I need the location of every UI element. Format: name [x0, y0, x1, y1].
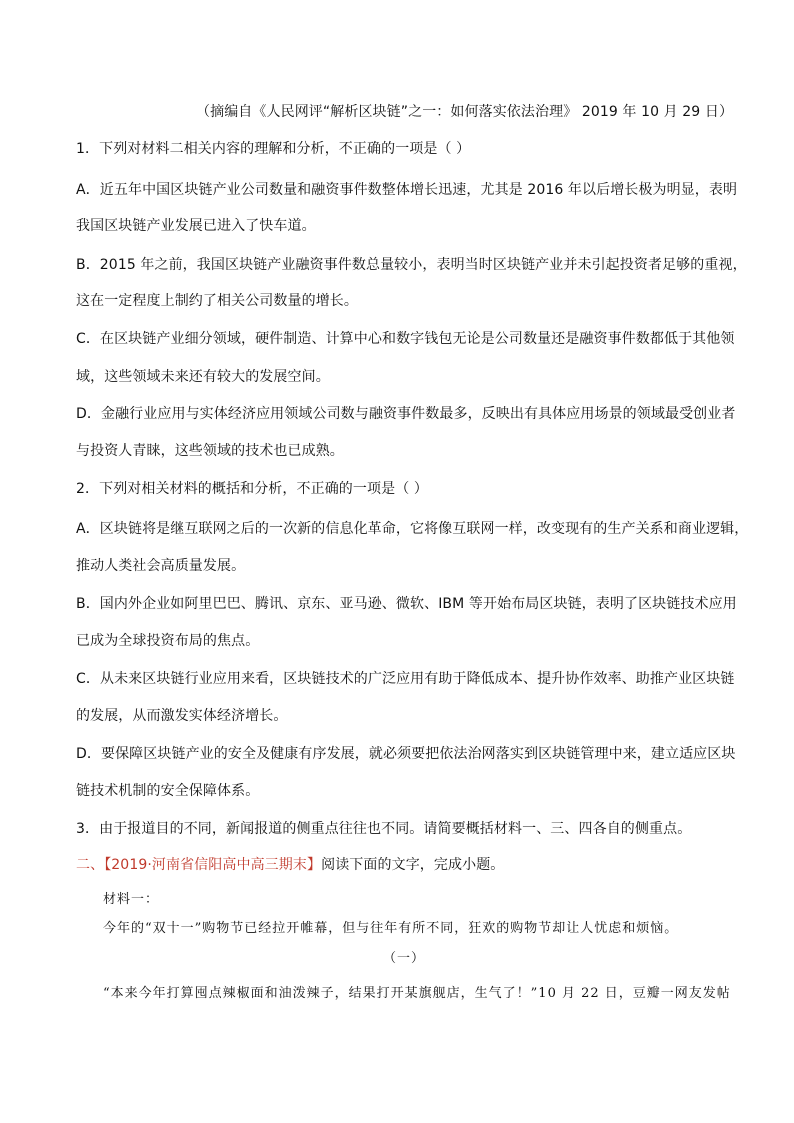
q1-option-c-line1: C．在区块链产业细分领域，硬件制造、计算中心和数字钱包无论是公司数量还是融资事件数都低于其他领	[76, 331, 735, 347]
material-1-label: 材料一：	[103, 892, 160, 907]
q1-option-d-line1: D．金融行业应用与实体经济应用领域公司数与融资事件数最多，反映出有具体应用场景的领域最受创业者	[76, 406, 736, 422]
section-2-instruction: 阅读下面的文字，完成小题。	[321, 857, 505, 873]
q2-option-d-line1: D．要保障区块链产业的安全及健康有序发展，就必须要把依法治网落实到区块链管理中来，建立适应区块	[76, 746, 736, 762]
section-2-prefix: 二、	[76, 857, 105, 873]
q2-option-a-line2: 推动人类社会高质量发展。	[76, 558, 246, 574]
q1-option-d-line2: 与投资人青睐，这些领域的技术也已成熟。	[76, 443, 344, 459]
q2-option-c-line2: 的发展，从而激发实体经济增长。	[76, 708, 288, 724]
q2-option-d-line2: 链技术机制的安全保障体系。	[76, 783, 260, 799]
question-2-stem: 2．下列对相关材料的概括和分析，不正确的一项是（ ）	[76, 481, 428, 497]
section-2-source-tag: 【2019·河南省信阳高中高三期末】	[104, 857, 322, 873]
q2-option-b-line1: B．国内外企业如阿里巴巴、腾讯、京东、亚马逊、微软、IBM 等开始布局区块链，表明了区块链技术应用	[76, 596, 737, 612]
section-2-header	[76, 856, 504, 874]
q1-option-b-line2: 这在一定程度上制约了相关公司数量的增长。	[76, 293, 358, 309]
q2-option-a-line1: A．区块链将是继互联网之后的一次新的信息化革命，它将像互联网一样，改变现有的生产关系和商业逻辑，	[76, 521, 749, 537]
material-1-paragraph: “本来今年打算囤点辣椒面和油泼辣子，结果打开某旗舰店，生气了！”10 月 22 日，豆瓣一网友发帖	[103, 986, 731, 1001]
q1-option-b-line1: B．2015 年之前，我国区块链产业融资事件数总量较小，表明当时区块链产业并未引起投资者足够的重视，	[76, 257, 747, 273]
q1-option-c-line2: 域，这些领域未来还有较大的发展空间。	[76, 369, 330, 385]
material-1-part-heading: （一）	[383, 951, 426, 966]
q2-option-b-line2: 已成为全球投资布局的焦点。	[76, 633, 260, 649]
q1-option-a-line1: A．近五年中国区块链产业公司数量和融资事件数整体增长迅速，尤其是 2016 年以后增长极为明显，表明	[76, 182, 738, 198]
q1-option-a-line2: 我国区块链产业发展已进入了快车道。	[76, 218, 316, 234]
q2-option-c-line1: C．从未来区块链行业应用来看，区块链技术的广泛应用有助于降低成本、提升协作效率、助推产业区块链	[76, 671, 735, 687]
material-1-intro: 今年的“双十一”购物节已经拉开帷幕，但与往年有所不同，狂欢的购物节却让人忧虑和烦恼。	[103, 921, 679, 936]
source-line: （摘编自《人民网评“解析区块链”之一：如何落实依法治理》 2019 年 10 月 29 日）	[196, 104, 734, 120]
question-3: 3．由于报道目的不同，新闻报道的侧重点往往也不同。请简要概括材料一、三、四各自的侧重点。	[76, 821, 692, 837]
question-1-stem: 1．下列对材料二相关内容的理解和分析，不正确的一项是（ ）	[76, 141, 471, 157]
